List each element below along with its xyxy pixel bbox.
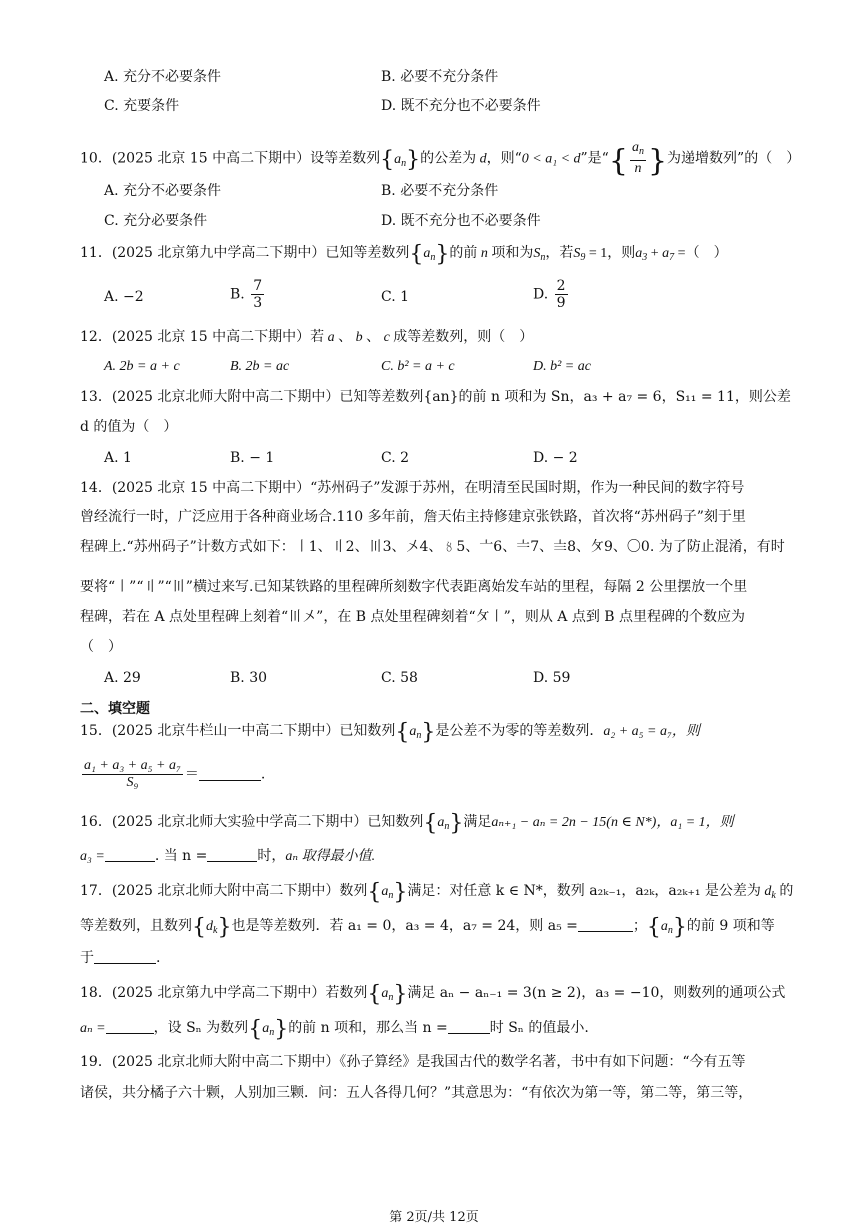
q11-option-a: A. −2 bbox=[104, 289, 144, 305]
q17-answer-blank-1[interactable] bbox=[578, 917, 633, 932]
q10-option-d: D. 既不充分也不必要条件 bbox=[381, 213, 541, 229]
question-17: 17．(2025 北京北师大附中高二下期中）数列$\{a_n\}$满足：对任意 k ∈ N*，数列 a₂ₖ₋₁，a₂ₖ，a₂ₖ₊₁ 是公差为 $d_k$ 的 bbox=[80, 880, 794, 905]
q17-prefix: 17．(2025 北京北师大附中高二下期中）数列 bbox=[80, 883, 368, 899]
q11-option-b bbox=[230, 278, 266, 311]
q17-l2b: 也是等差数列．若 a₁ = 0，a₃ = 4，a₇ = 24，则 a₅ = bbox=[231, 918, 578, 934]
q12-option-c: C. b² = a + c bbox=[381, 359, 455, 374]
q11-prefix: 11．(2025 北京第九中学高二下期中）已知等差数列 bbox=[80, 245, 410, 261]
q18-mid: 满足 aₙ − aₙ₋₁ = 3(n ≥ 2)，a₃ = −10，则数列的通项公式 bbox=[407, 985, 786, 1001]
q18-answer-blank-2[interactable] bbox=[448, 1019, 490, 1034]
q10-mid3: ”是“ bbox=[580, 150, 609, 167]
q16-prefix: 16．(2025 北京北师大实验中学高二下期中）已知数列 bbox=[80, 814, 424, 830]
q15-end: . bbox=[260, 766, 266, 783]
q16-answer-blank-1[interactable] bbox=[105, 847, 155, 862]
q9-option-a: A. 充分不必要条件 bbox=[104, 69, 222, 85]
q16-min: aₙ 取得最小值. bbox=[285, 849, 376, 864]
question-17-line-3 bbox=[80, 948, 160, 968]
question-14-line-3: 程碑上.“苏州码子”计数方式如下：〡1、〢2、〣3、〤4、〥5、〦6、〧7、〨8、〩9、〇0. 为了防止混淆，有时 bbox=[80, 539, 785, 555]
q12-prefix: 12．(2025 北京 15 中高二下期中）若 bbox=[80, 329, 325, 345]
question-15: 15．(2025 北京牛栏山一中高二下期中）已知数列$\{a_n\}$是公差不为零的等差数列．a₂ + a₅ = a₇，则 bbox=[80, 720, 700, 745]
question-14-line-6: （ ） bbox=[80, 639, 122, 655]
q17-mid1: 满足：对任意 k ∈ N*，数列 a₂ₖ₋₁，a₂ₖ，a₂ₖ₊₁ 是公差为 bbox=[407, 883, 761, 899]
question-19-line-1: 19．(2025 北京北师大附中高二下期中）《孙子算经》是我国古代的数学名著，书中有如下问题：“今有五等 bbox=[80, 1054, 746, 1070]
question-12: 12．(2025 北京 15 中高二下期中）若 a 、 b 、 c 成等差数列，则（ ） bbox=[80, 329, 534, 345]
question-14-line-1: 14．(2025 北京 15 中高二下期中）“苏州码子”发源于苏州，在明清至民国时期，作为一种民间的数字符号 bbox=[80, 480, 745, 496]
q9-option-d: D. 既不充分也不必要条件 bbox=[381, 98, 541, 114]
q10-mid2: ，则“ bbox=[486, 150, 522, 167]
q17-l2a: 等差数列，且数列 bbox=[80, 918, 192, 934]
q10-mid1: 的公差为 bbox=[420, 150, 477, 167]
q13-option-a: A. 1 bbox=[104, 450, 132, 466]
q13-option-b: B. − 1 bbox=[230, 450, 275, 466]
q15-mid: 是公差不为零的等差数列． bbox=[435, 723, 604, 739]
q11-option-d bbox=[533, 278, 570, 311]
question-13-line-1: 13．(2025 北京北师大附中高二下期中）已知等差数列{an}的前 n 项和为 Sn，a₃ + a₇ = 6，S₁₁ = 11，则公差 bbox=[80, 389, 791, 405]
q10-condition: 0 < a₁ < d bbox=[521, 151, 581, 167]
q11-option-b-label: B. bbox=[230, 286, 245, 303]
q12-option-d: D. b² = ac bbox=[533, 359, 591, 374]
question-17-line-2: 等差数列，且数列$\{d_k\}$也是等差数列．若 a₁ = 0，a₃ = 4，a₇ = 24，则 a₅ = ；$\{a_n\}$的前 9 项和等 bbox=[80, 915, 775, 940]
q16-answer-blank-2[interactable] bbox=[207, 847, 257, 862]
q11-option-b-num: 7 bbox=[253, 278, 263, 294]
q14-option-b: B. 30 bbox=[230, 670, 268, 686]
question-18-line-2: aₙ = ，设 Sₙ 为数列$\{a_n\}$的前 n 项和，那么当 n = 时 Sₙ 的值最小. bbox=[80, 1017, 589, 1042]
q15-prefix: 15．(2025 北京牛栏山一中高二下期中）已知数列 bbox=[80, 723, 396, 739]
q17-l3: 于 bbox=[80, 950, 94, 966]
q16-when: 时， bbox=[257, 848, 286, 864]
q18-prefix: 18．(2025 北京第九中学高二下期中）若数列 bbox=[80, 985, 368, 1001]
q15-answer-blank[interactable] bbox=[199, 766, 261, 781]
q10-option-a: A. 充分不必要条件 bbox=[104, 183, 222, 199]
q11-mid4: ，则 bbox=[607, 245, 636, 261]
q16-formula: aₙ₊₁ − aₙ = 2n − 15(n ∈ N*)， bbox=[491, 815, 671, 830]
question-10: 10．(2025 北京 15 中高二下期中）设等差数列$\{a_n\}$的公差为 d，则“0 < a₁ < d”是“{ $\frac{a_n}{n}$ }为递增数列”的（ ） bbox=[80, 140, 801, 179]
question-16-line-2 bbox=[80, 846, 375, 867]
q14-option-d: D. 59 bbox=[533, 670, 571, 686]
q10-option-b: B. 必要不充分条件 bbox=[381, 183, 499, 199]
question-14-line-4: 要将“〡”“〢”“〣”横过来写.已知某铁路的里程碑所刻数字代表距离始发车站的里程，每隔 2 公里摆放一个里 bbox=[80, 579, 748, 595]
q17-l3-end: . bbox=[156, 950, 161, 966]
q11-option-c: C. 1 bbox=[381, 289, 410, 305]
question-14-line-5: 程碑，若在 A 点处里程碑上刻着“〣〤”，在 B 点处里程碑刻着“〩〡”，则从 A 点到 B 点里程碑的个数应为 bbox=[80, 609, 746, 625]
section-heading: 二、填空题 bbox=[80, 701, 150, 717]
q16-condition: a₁ = 1，则 bbox=[670, 815, 734, 830]
q11-suffix: （ ） bbox=[685, 245, 728, 261]
q12-mid: 成等差数列，则（ ） bbox=[393, 329, 534, 345]
q18-an: aₙ = bbox=[80, 1021, 106, 1036]
q18-l2c: 的前 n 项和，那么当 n = bbox=[288, 1020, 448, 1036]
q15-expression bbox=[80, 758, 265, 791]
question-18: 18．(2025 北京第九中学高二下期中）若数列$\{a_n\}$满足 aₙ − aₙ₋₁ = 3(n ≥ 2)，a₃ = −10，则数列的通项公式 bbox=[80, 982, 786, 1007]
question-14-line-2: 曾经流行一时，广泛应用于各种商业场合.110 多年前，詹天佑主持修建京张铁路，首次将“苏州码子”刻于里 bbox=[80, 509, 746, 525]
q17-mid2: 的 bbox=[779, 883, 794, 899]
q15-fraction-den: S₉ bbox=[126, 775, 139, 790]
q15-equals: ＝ bbox=[184, 766, 199, 783]
q16-mid: 满足 bbox=[463, 814, 492, 830]
q15-condition: a₂ + a₅ = a₇，则 bbox=[603, 724, 700, 739]
q11-option-d-num: 2 bbox=[556, 278, 566, 294]
q16-a3: a₃ = bbox=[80, 849, 105, 864]
question-13-line-2: d 的值为（ ） bbox=[80, 419, 178, 435]
q15-fraction-num: a₁ + a₃ + a₅ + a₇ bbox=[84, 758, 181, 773]
q11-mid1: 的前 bbox=[449, 245, 478, 261]
q11-mid3: ，若 bbox=[545, 245, 574, 261]
question-11: 11．(2025 北京第九中学高二下期中）已知等差数列$\{a_n\}$的前 n 项和为$S_n$，若$S_9 = 1$，则$a_3 + a_7$ =（ ） bbox=[80, 242, 728, 267]
q10-option-c: C. 充分必要条件 bbox=[104, 213, 208, 229]
q14-option-c: C. 58 bbox=[381, 670, 418, 686]
q17-l2c: ； bbox=[632, 918, 647, 934]
q12-option-b: B. 2b = ac bbox=[230, 359, 290, 374]
q13-option-d: D. − 2 bbox=[533, 450, 578, 466]
q17-answer-blank-2[interactable] bbox=[94, 949, 156, 964]
q9-option-c: C. 充要条件 bbox=[104, 98, 180, 114]
q16-when-n: . 当 n = bbox=[154, 848, 208, 864]
q10-mid4: 为递增数列”的（ ） bbox=[667, 150, 801, 167]
q10-prefix: 10．(2025 北京 15 中高二下期中）设等差数列 bbox=[80, 150, 381, 167]
q9-option-b: B. 必要不充分条件 bbox=[381, 69, 499, 85]
q14-option-a: A. 29 bbox=[104, 670, 141, 686]
q18-answer-blank-1[interactable] bbox=[106, 1019, 154, 1034]
q11-option-d-den: 9 bbox=[556, 295, 566, 311]
question-19-line-2: 诸侯，共分橘子六十颗，人别加三颗．问：五人各得几何？”其意思为：“有依次为第一等，第二等，第三等， bbox=[80, 1085, 753, 1101]
question-16: 16．(2025 北京北师大实验中学高二下期中）已知数列$\{a_n\}$满足aₙ₊₁ − aₙ = 2n − 15(n ∈ N*)，a₁ = 1，则 bbox=[80, 811, 734, 836]
page-footer: 第 2页/共 12页 bbox=[389, 1210, 479, 1225]
q11-mid2: 项和为 bbox=[491, 245, 534, 261]
q17-l2d: 的前 9 项和等 bbox=[686, 918, 775, 934]
q13-option-c: C. 2 bbox=[381, 450, 410, 466]
q11-option-d-label: D. bbox=[533, 286, 549, 303]
q18-l2b: ，设 Sₙ 为数列 bbox=[153, 1020, 249, 1036]
q11-option-b-den: 3 bbox=[253, 295, 263, 311]
q18-l2d: 时 Sₙ 的值最小. bbox=[489, 1020, 589, 1036]
q12-option-a: A. 2b = a + c bbox=[104, 359, 180, 374]
